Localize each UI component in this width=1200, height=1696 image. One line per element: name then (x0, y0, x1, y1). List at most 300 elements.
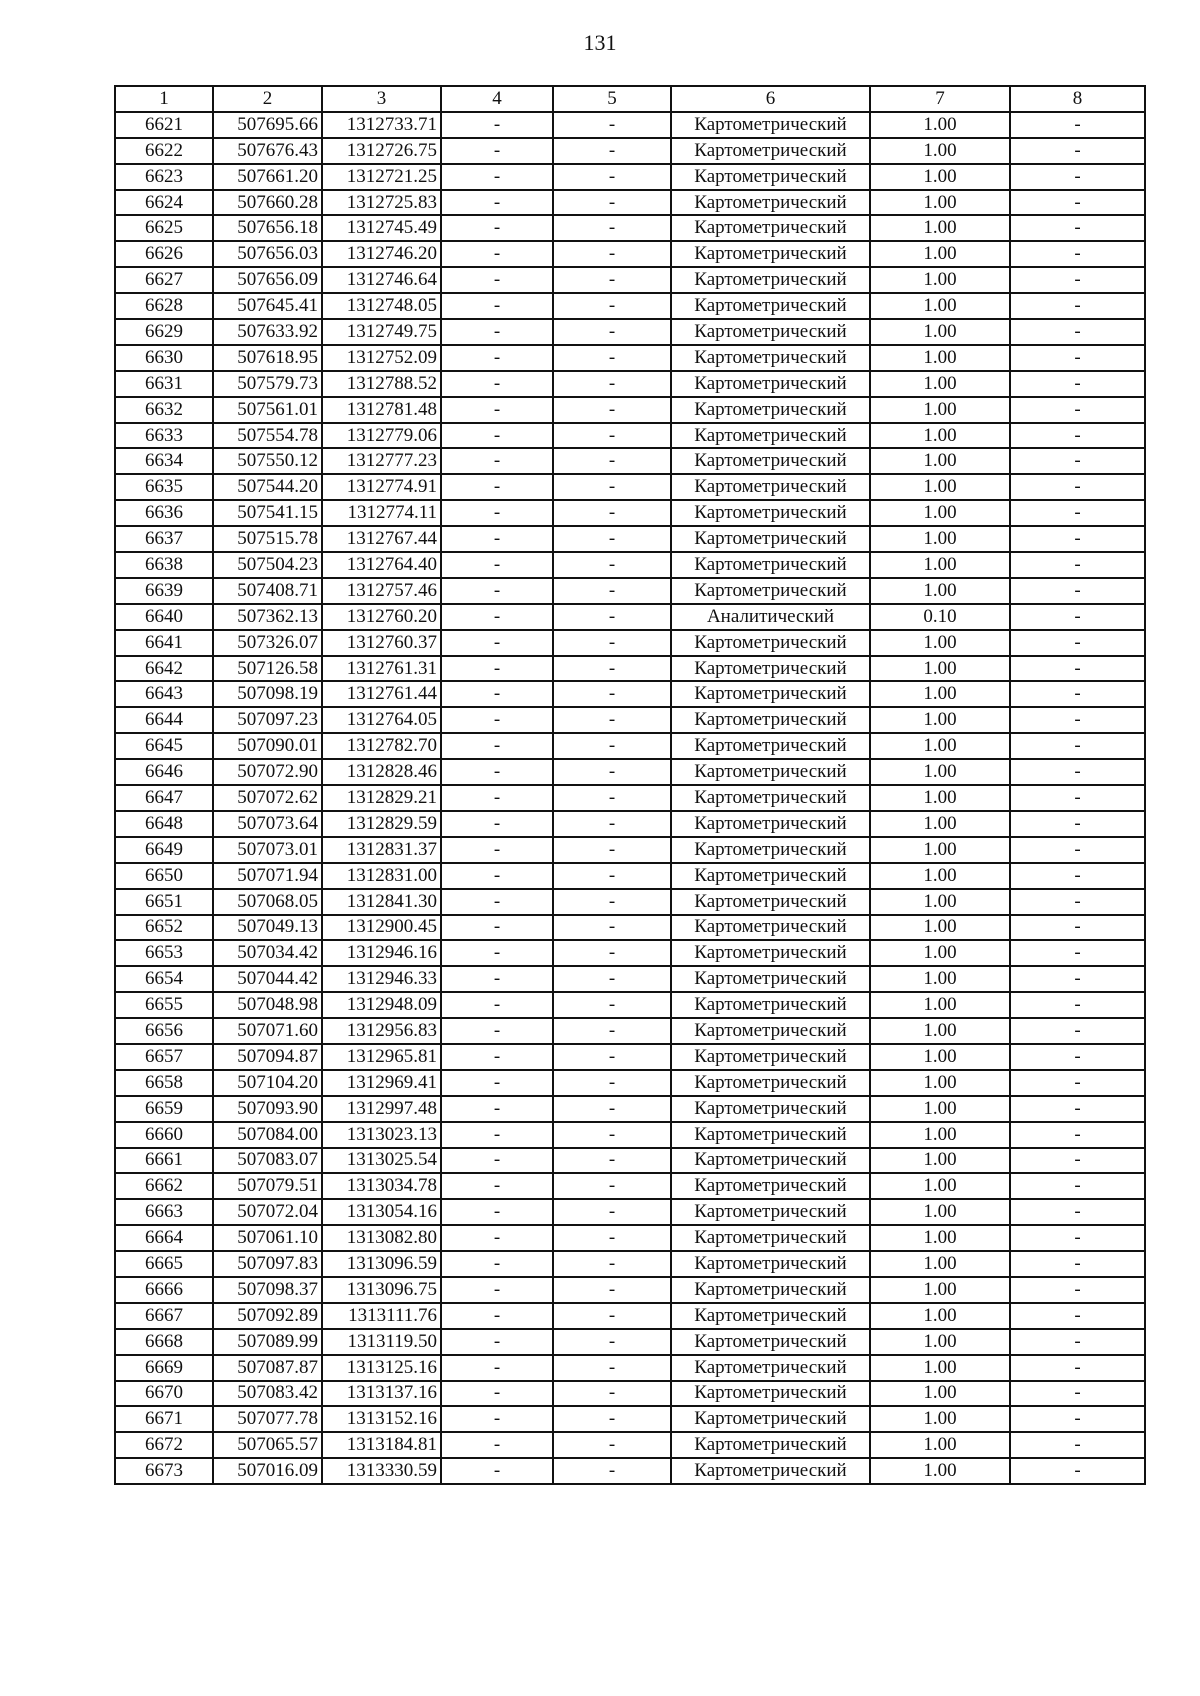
col4-cell: - (441, 759, 553, 785)
col5-cell: - (553, 1277, 671, 1303)
point-number-cell: 6638 (115, 552, 213, 578)
table-row (115, 267, 1145, 293)
y-coordinate-cell: 1312969.41 (322, 1070, 441, 1096)
point-number-cell: 6643 (115, 681, 213, 707)
x-coordinate-cell: 507044.42 (213, 966, 322, 992)
y-coordinate-cell: 1313137.16 (322, 1381, 441, 1407)
x-coordinate-cell: 507072.62 (213, 785, 322, 811)
point-number-cell: 6669 (115, 1355, 213, 1381)
table-row (115, 319, 1145, 345)
x-coordinate-cell: 507408.71 (213, 578, 322, 604)
point-number-cell: 6644 (115, 707, 213, 733)
x-coordinate-cell: 507633.92 (213, 319, 322, 345)
header-cell: 4 (441, 86, 553, 112)
col4-cell: - (441, 371, 553, 397)
accuracy-cell: 1.00 (870, 940, 1010, 966)
col4-cell: - (441, 1381, 553, 1407)
header-cell: 2 (213, 86, 322, 112)
accuracy-cell: 1.00 (870, 578, 1010, 604)
y-coordinate-cell: 1312965.81 (322, 1044, 441, 1070)
x-coordinate-cell: 507092.89 (213, 1303, 322, 1329)
x-coordinate-cell: 507083.07 (213, 1148, 322, 1174)
accuracy-cell: 1.00 (870, 1432, 1010, 1458)
y-coordinate-cell: 1312774.11 (322, 500, 441, 526)
col4-cell: - (441, 293, 553, 319)
accuracy-cell: 1.00 (870, 1303, 1010, 1329)
col4-cell: - (441, 1173, 553, 1199)
table-row (115, 448, 1145, 474)
col4-cell: - (441, 397, 553, 423)
table-row (115, 500, 1145, 526)
accuracy-cell: 1.00 (870, 759, 1010, 785)
y-coordinate-cell: 1312721.25 (322, 164, 441, 190)
col4-cell: - (441, 423, 553, 449)
point-number-cell: 6631 (115, 371, 213, 397)
col8-cell: - (1010, 526, 1145, 552)
x-coordinate-cell: 507073.64 (213, 811, 322, 837)
point-number-cell: 6652 (115, 915, 213, 941)
y-coordinate-cell: 1312761.44 (322, 681, 441, 707)
y-coordinate-cell: 1312831.00 (322, 863, 441, 889)
table-body (115, 112, 1145, 1484)
method-cell: Картометрический (671, 112, 870, 138)
y-coordinate-cell: 1312749.75 (322, 319, 441, 345)
table-row (115, 1458, 1145, 1484)
header-cell: 3 (322, 86, 441, 112)
y-coordinate-cell: 1312779.06 (322, 423, 441, 449)
table-row (115, 1277, 1145, 1303)
point-number-cell: 6637 (115, 526, 213, 552)
accuracy-cell: 1.00 (870, 1406, 1010, 1432)
col4-cell: - (441, 1199, 553, 1225)
col4-cell: - (441, 578, 553, 604)
y-coordinate-cell: 1312764.40 (322, 552, 441, 578)
accuracy-cell: 1.00 (870, 1381, 1010, 1407)
col4-cell: - (441, 785, 553, 811)
header-cell: 1 (115, 86, 213, 112)
col5-cell: - (553, 1355, 671, 1381)
col5-cell: - (553, 164, 671, 190)
col8-cell: - (1010, 1199, 1145, 1225)
x-coordinate-cell: 507126.58 (213, 656, 322, 682)
point-number-cell: 6665 (115, 1251, 213, 1277)
x-coordinate-cell: 507071.94 (213, 863, 322, 889)
col5-cell: - (553, 345, 671, 371)
x-coordinate-cell: 507034.42 (213, 940, 322, 966)
col8-cell: - (1010, 423, 1145, 449)
col5-cell: - (553, 889, 671, 915)
col5-cell: - (553, 423, 671, 449)
col8-cell: - (1010, 1277, 1145, 1303)
col4-cell: - (441, 707, 553, 733)
col8-cell: - (1010, 966, 1145, 992)
table-row (115, 397, 1145, 423)
table-row (115, 707, 1145, 733)
method-cell: Картометрический (671, 138, 870, 164)
col5-cell: - (553, 992, 671, 1018)
col4-cell: - (441, 811, 553, 837)
col5-cell: - (553, 759, 671, 785)
method-cell: Картометрический (671, 1122, 870, 1148)
col4-cell: - (441, 164, 553, 190)
col8-cell: - (1010, 448, 1145, 474)
table-row (115, 915, 1145, 941)
y-coordinate-cell: 1312726.75 (322, 138, 441, 164)
y-coordinate-cell: 1312781.48 (322, 397, 441, 423)
col8-cell: - (1010, 1018, 1145, 1044)
table-row (115, 138, 1145, 164)
method-cell: Картометрический (671, 837, 870, 863)
col5-cell: - (553, 1122, 671, 1148)
method-cell: Картометрический (671, 707, 870, 733)
col5-cell: - (553, 526, 671, 552)
method-cell: Картометрический (671, 811, 870, 837)
col8-cell: - (1010, 630, 1145, 656)
accuracy-cell: 1.00 (870, 345, 1010, 371)
table-row (115, 940, 1145, 966)
point-number-cell: 6626 (115, 241, 213, 267)
point-number-cell: 6635 (115, 474, 213, 500)
point-number-cell: 6625 (115, 215, 213, 241)
col8-cell: - (1010, 1122, 1145, 1148)
method-cell: Картометрический (671, 1096, 870, 1122)
point-number-cell: 6621 (115, 112, 213, 138)
method-cell: Картометрический (671, 474, 870, 500)
y-coordinate-cell: 1313025.54 (322, 1148, 441, 1174)
point-number-cell: 6641 (115, 630, 213, 656)
col8-cell: - (1010, 811, 1145, 837)
accuracy-cell: 1.00 (870, 656, 1010, 682)
x-coordinate-cell: 507084.00 (213, 1122, 322, 1148)
col5-cell: - (553, 267, 671, 293)
point-number-cell: 6666 (115, 1277, 213, 1303)
method-cell: Картометрический (671, 1070, 870, 1096)
col4-cell: - (441, 1251, 553, 1277)
method-cell: Аналитический (671, 604, 870, 630)
col4-cell: - (441, 681, 553, 707)
col5-cell: - (553, 578, 671, 604)
x-coordinate-cell: 507098.19 (213, 681, 322, 707)
x-coordinate-cell: 507098.37 (213, 1277, 322, 1303)
col5-cell: - (553, 1173, 671, 1199)
page-number: 131 (583, 30, 617, 55)
method-cell: Картометрический (671, 1381, 870, 1407)
col4-cell: - (441, 138, 553, 164)
y-coordinate-cell: 1313111.76 (322, 1303, 441, 1329)
y-coordinate-cell: 1312828.46 (322, 759, 441, 785)
col4-cell: - (441, 1458, 553, 1484)
col5-cell: - (553, 630, 671, 656)
accuracy-cell: 1.00 (870, 190, 1010, 216)
point-number-cell: 6654 (115, 966, 213, 992)
y-coordinate-cell: 1312733.71 (322, 112, 441, 138)
method-cell: Картометрический (671, 1148, 870, 1174)
accuracy-cell: 1.00 (870, 889, 1010, 915)
accuracy-cell: 1.00 (870, 681, 1010, 707)
table-row (115, 811, 1145, 837)
table-row (115, 1070, 1145, 1096)
accuracy-cell: 1.00 (870, 966, 1010, 992)
col5-cell: - (553, 1432, 671, 1458)
col5-cell: - (553, 1018, 671, 1044)
accuracy-cell: 1.00 (870, 164, 1010, 190)
col5-cell: - (553, 241, 671, 267)
accuracy-cell: 1.00 (870, 423, 1010, 449)
y-coordinate-cell: 1312900.45 (322, 915, 441, 941)
method-cell: Картометрический (671, 448, 870, 474)
point-number-cell: 6624 (115, 190, 213, 216)
point-number-cell: 6664 (115, 1225, 213, 1251)
table-row (115, 1355, 1145, 1381)
col5-cell: - (553, 293, 671, 319)
col4-cell: - (441, 915, 553, 941)
method-cell: Картометрический (671, 656, 870, 682)
point-number-cell: 6656 (115, 1018, 213, 1044)
method-cell: Картометрический (671, 1432, 870, 1458)
method-cell: Картометрический (671, 1251, 870, 1277)
accuracy-cell: 1.00 (870, 630, 1010, 656)
point-number-cell: 6657 (115, 1044, 213, 1070)
col8-cell: - (1010, 837, 1145, 863)
x-coordinate-cell: 507072.90 (213, 759, 322, 785)
col8-cell: - (1010, 656, 1145, 682)
col8-cell: - (1010, 1329, 1145, 1355)
col4-cell: - (441, 940, 553, 966)
accuracy-cell: 1.00 (870, 552, 1010, 578)
col8-cell: - (1010, 474, 1145, 500)
col5-cell: - (553, 112, 671, 138)
x-coordinate-cell: 507618.95 (213, 345, 322, 371)
col4-cell: - (441, 1096, 553, 1122)
col5-cell: - (553, 940, 671, 966)
col5-cell: - (553, 190, 671, 216)
x-coordinate-cell: 507544.20 (213, 474, 322, 500)
col4-cell: - (441, 190, 553, 216)
point-number-cell: 6622 (115, 138, 213, 164)
accuracy-cell: 1.00 (870, 241, 1010, 267)
col5-cell: - (553, 448, 671, 474)
y-coordinate-cell: 1312788.52 (322, 371, 441, 397)
x-coordinate-cell: 507093.90 (213, 1096, 322, 1122)
table-row (115, 1199, 1145, 1225)
col8-cell: - (1010, 1381, 1145, 1407)
header-cell: 6 (671, 86, 870, 112)
point-number-cell: 6630 (115, 345, 213, 371)
header-cell: 5 (553, 86, 671, 112)
x-coordinate-cell: 507362.13 (213, 604, 322, 630)
col4-cell: - (441, 992, 553, 1018)
accuracy-cell: 1.00 (870, 992, 1010, 1018)
col5-cell: - (553, 371, 671, 397)
col8-cell: - (1010, 190, 1145, 216)
table-header-row (115, 86, 1145, 112)
col5-cell: - (553, 1251, 671, 1277)
col4-cell: - (441, 552, 553, 578)
table-row (115, 1225, 1145, 1251)
x-coordinate-cell: 507550.12 (213, 448, 322, 474)
x-coordinate-cell: 507504.23 (213, 552, 322, 578)
x-coordinate-cell: 507104.20 (213, 1070, 322, 1096)
col5-cell: - (553, 785, 671, 811)
accuracy-cell: 1.00 (870, 1251, 1010, 1277)
accuracy-cell: 1.00 (870, 837, 1010, 863)
header-cell: 7 (870, 86, 1010, 112)
y-coordinate-cell: 1313082.80 (322, 1225, 441, 1251)
point-number-cell: 6639 (115, 578, 213, 604)
col4-cell: - (441, 1148, 553, 1174)
col8-cell: - (1010, 604, 1145, 630)
table-row (115, 190, 1145, 216)
col4-cell: - (441, 112, 553, 138)
x-coordinate-cell: 507695.66 (213, 112, 322, 138)
method-cell: Картометрический (671, 423, 870, 449)
table-row (115, 966, 1145, 992)
accuracy-cell: 1.00 (870, 474, 1010, 500)
y-coordinate-cell: 1313096.59 (322, 1251, 441, 1277)
accuracy-cell: 1.00 (870, 371, 1010, 397)
x-coordinate-cell: 507656.09 (213, 267, 322, 293)
col5-cell: - (553, 863, 671, 889)
accuracy-cell: 1.00 (870, 915, 1010, 941)
point-number-cell: 6640 (115, 604, 213, 630)
method-cell: Картометрический (671, 966, 870, 992)
x-coordinate-cell: 507326.07 (213, 630, 322, 656)
accuracy-cell: 1.00 (870, 526, 1010, 552)
table-row (115, 474, 1145, 500)
col5-cell: - (553, 1329, 671, 1355)
point-number-cell: 6660 (115, 1122, 213, 1148)
point-number-cell: 6651 (115, 889, 213, 915)
method-cell: Картометрический (671, 785, 870, 811)
col8-cell: - (1010, 267, 1145, 293)
x-coordinate-cell: 507065.57 (213, 1432, 322, 1458)
y-coordinate-cell: 1312782.70 (322, 733, 441, 759)
method-cell: Картометрический (671, 1355, 870, 1381)
accuracy-cell: 1.00 (870, 1355, 1010, 1381)
col5-cell: - (553, 1070, 671, 1096)
accuracy-cell: 1.00 (870, 215, 1010, 241)
accuracy-cell: 1.00 (870, 1199, 1010, 1225)
col4-cell: - (441, 837, 553, 863)
point-number-cell: 6653 (115, 940, 213, 966)
col8-cell: - (1010, 733, 1145, 759)
col4-cell: - (441, 474, 553, 500)
col8-cell: - (1010, 397, 1145, 423)
method-cell: Картометрический (671, 397, 870, 423)
col5-cell: - (553, 707, 671, 733)
y-coordinate-cell: 1312725.83 (322, 190, 441, 216)
col4-cell: - (441, 889, 553, 915)
col4-cell: - (441, 345, 553, 371)
col4-cell: - (441, 500, 553, 526)
table-row (115, 241, 1145, 267)
point-number-cell: 6623 (115, 164, 213, 190)
method-cell: Картометрический (671, 319, 870, 345)
col8-cell: - (1010, 863, 1145, 889)
col4-cell: - (441, 863, 553, 889)
x-coordinate-cell: 507097.83 (213, 1251, 322, 1277)
point-number-cell: 6662 (115, 1173, 213, 1199)
x-coordinate-cell: 507077.78 (213, 1406, 322, 1432)
y-coordinate-cell: 1312748.05 (322, 293, 441, 319)
table-row (115, 681, 1145, 707)
method-cell: Картометрический (671, 345, 870, 371)
col4-cell: - (441, 1329, 553, 1355)
table-row (115, 863, 1145, 889)
x-coordinate-cell: 507645.41 (213, 293, 322, 319)
y-coordinate-cell: 1312764.05 (322, 707, 441, 733)
y-coordinate-cell: 1313054.16 (322, 1199, 441, 1225)
table-row (115, 552, 1145, 578)
x-coordinate-cell: 507656.03 (213, 241, 322, 267)
table-row (115, 526, 1145, 552)
x-coordinate-cell: 507676.43 (213, 138, 322, 164)
x-coordinate-cell: 507073.01 (213, 837, 322, 863)
col5-cell: - (553, 915, 671, 941)
accuracy-cell: 1.00 (870, 138, 1010, 164)
table-row (115, 837, 1145, 863)
col4-cell: - (441, 1225, 553, 1251)
x-coordinate-cell: 507541.15 (213, 500, 322, 526)
col8-cell: - (1010, 915, 1145, 941)
col8-cell: - (1010, 319, 1145, 345)
y-coordinate-cell: 1312841.30 (322, 889, 441, 915)
col5-cell: - (553, 656, 671, 682)
method-cell: Картометрический (671, 759, 870, 785)
col5-cell: - (553, 1458, 671, 1484)
method-cell: Картометрический (671, 500, 870, 526)
point-number-cell: 6629 (115, 319, 213, 345)
x-coordinate-cell: 507561.01 (213, 397, 322, 423)
table-row (115, 1122, 1145, 1148)
method-cell: Картометрический (671, 863, 870, 889)
col5-cell: - (553, 837, 671, 863)
col5-cell: - (553, 1096, 671, 1122)
x-coordinate-cell: 507656.18 (213, 215, 322, 241)
x-coordinate-cell: 507083.42 (213, 1381, 322, 1407)
col8-cell: - (1010, 1355, 1145, 1381)
accuracy-cell: 1.00 (870, 500, 1010, 526)
y-coordinate-cell: 1313184.81 (322, 1432, 441, 1458)
table-row (115, 759, 1145, 785)
col8-cell: - (1010, 1251, 1145, 1277)
point-number-cell: 6646 (115, 759, 213, 785)
col8-cell: - (1010, 1406, 1145, 1432)
table-row (115, 604, 1145, 630)
method-cell: Картометрический (671, 733, 870, 759)
method-cell: Картометрический (671, 267, 870, 293)
col8-cell: - (1010, 1458, 1145, 1484)
point-number-cell: 6663 (115, 1199, 213, 1225)
point-number-cell: 6671 (115, 1406, 213, 1432)
col8-cell: - (1010, 164, 1145, 190)
method-cell: Картометрический (671, 940, 870, 966)
col8-cell: - (1010, 1148, 1145, 1174)
col5-cell: - (553, 966, 671, 992)
y-coordinate-cell: 1312774.91 (322, 474, 441, 500)
table-row (115, 889, 1145, 915)
accuracy-cell: 1.00 (870, 733, 1010, 759)
point-number-cell: 6647 (115, 785, 213, 811)
col8-cell: - (1010, 1432, 1145, 1458)
accuracy-cell: 1.00 (870, 112, 1010, 138)
col5-cell: - (553, 1148, 671, 1174)
method-cell: Картометрический (671, 371, 870, 397)
col5-cell: - (553, 681, 671, 707)
y-coordinate-cell: 1312746.20 (322, 241, 441, 267)
col8-cell: - (1010, 138, 1145, 164)
col4-cell: - (441, 267, 553, 293)
